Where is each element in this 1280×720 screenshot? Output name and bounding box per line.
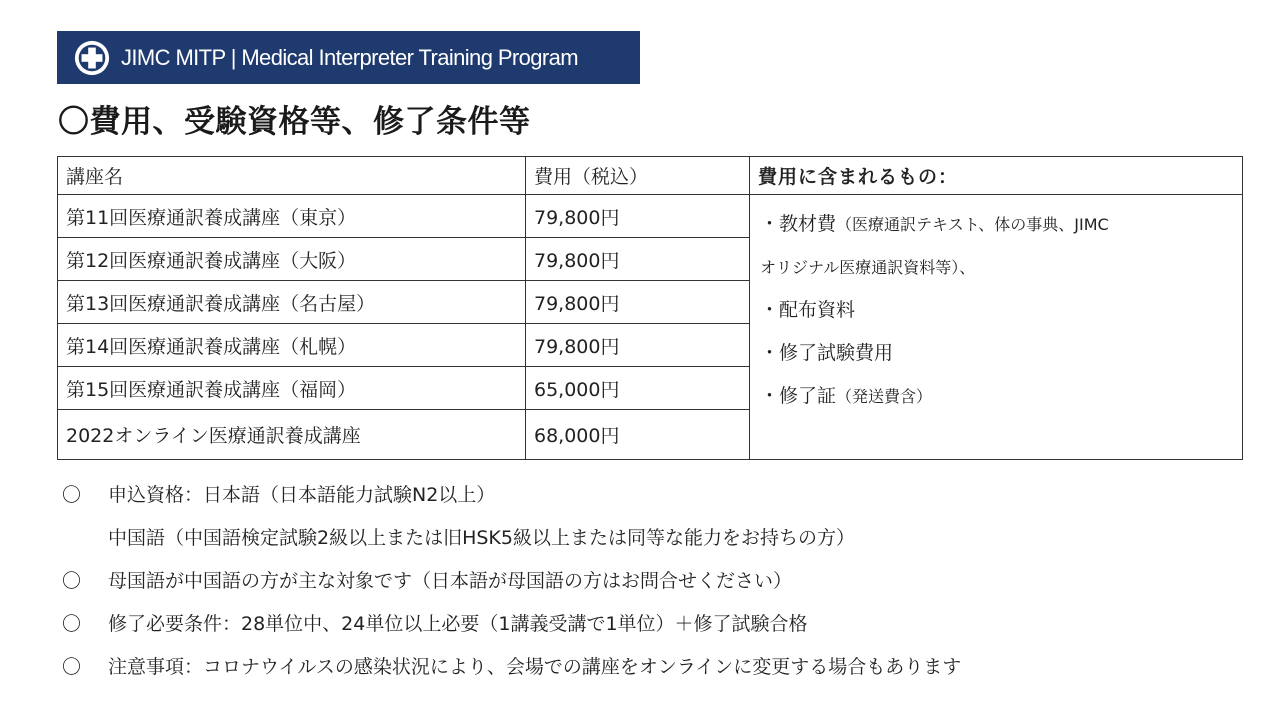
banner-title: JIMC MITP | Medical Interpreter Training Program [121, 44, 578, 70]
course-name: 第13回医療通訳養成講座（名古屋） [58, 281, 526, 324]
note-bullet: 〇 [62, 570, 82, 592]
note-text: 注意事項：コロナウイルスの感染状況により、会場での講座をオンラインに変更する場合もあります [108, 656, 962, 678]
fee-column-header: 費用（税込） [526, 157, 750, 195]
course-fee: 79,800円 [526, 281, 750, 324]
note-eligibility [62, 478, 961, 521]
header-banner [57, 31, 640, 84]
included-item-materials-continued: オリジナル医療通訳資料等）、 [760, 258, 976, 277]
fee-table [57, 156, 1243, 460]
page-title: 〇費用、受験資格等、修了条件等 [58, 104, 531, 140]
note-bullet: 〇 [62, 613, 82, 635]
note-text: 申込資格：日本語（日本語能力試験N2以上） [108, 484, 496, 506]
notes-list [62, 478, 961, 693]
included-item-handouts: ・配布資料 [760, 299, 856, 321]
included-item-exam-fee: ・修了試験費用 [760, 342, 894, 364]
note-completion [62, 607, 961, 650]
course-column-header: 講座名 [58, 157, 526, 195]
course-fee: 79,800円 [526, 195, 750, 238]
course-name: 第11回医療通訳養成講座（東京） [58, 195, 526, 238]
course-fee: 79,800円 [526, 238, 750, 281]
course-name: 第14回医療通訳養成講座（札幌） [58, 324, 526, 367]
included-item-certificate: ・修了証（発送費含） [760, 385, 933, 407]
table-header-row [58, 157, 1243, 195]
note-bullet: 〇 [62, 656, 82, 678]
course-name: 2022オンライン医療通訳養成講座 [58, 410, 526, 460]
course-fee: 65,000円 [526, 367, 750, 410]
note-eligibility-chinese [62, 521, 961, 564]
course-name: 第15回医療通訳養成講座（福岡） [58, 367, 526, 410]
note-text: 母国語が中国語の方が主な対象です（日本語が母国語の方はお問合せください） [108, 570, 793, 592]
included-column-header: 費用に含まれるもの： [750, 157, 1243, 195]
note-text: 修了必要条件：28単位中、24単位以上必要（1講義受講で1単位）＋修了試験合格 [108, 613, 808, 635]
note-caution [62, 650, 961, 693]
note-target [62, 564, 961, 607]
medical-cross-icon [73, 39, 111, 77]
included-items-cell [750, 195, 1243, 460]
note-bullet: 〇 [62, 484, 82, 506]
course-name: 第12回医療通訳養成講座（大阪） [58, 238, 526, 281]
note-text: 中国語（中国語検定試験2級以上または旧HSK5級以上または同等な能力をお持ちの方） [108, 527, 855, 549]
table-row [58, 195, 1243, 238]
course-fee: 79,800円 [526, 324, 750, 367]
included-item-materials: ・教材費（医療通訳テキスト、体の事典、JIMC [760, 213, 1109, 235]
course-fee: 68,000円 [526, 410, 750, 460]
